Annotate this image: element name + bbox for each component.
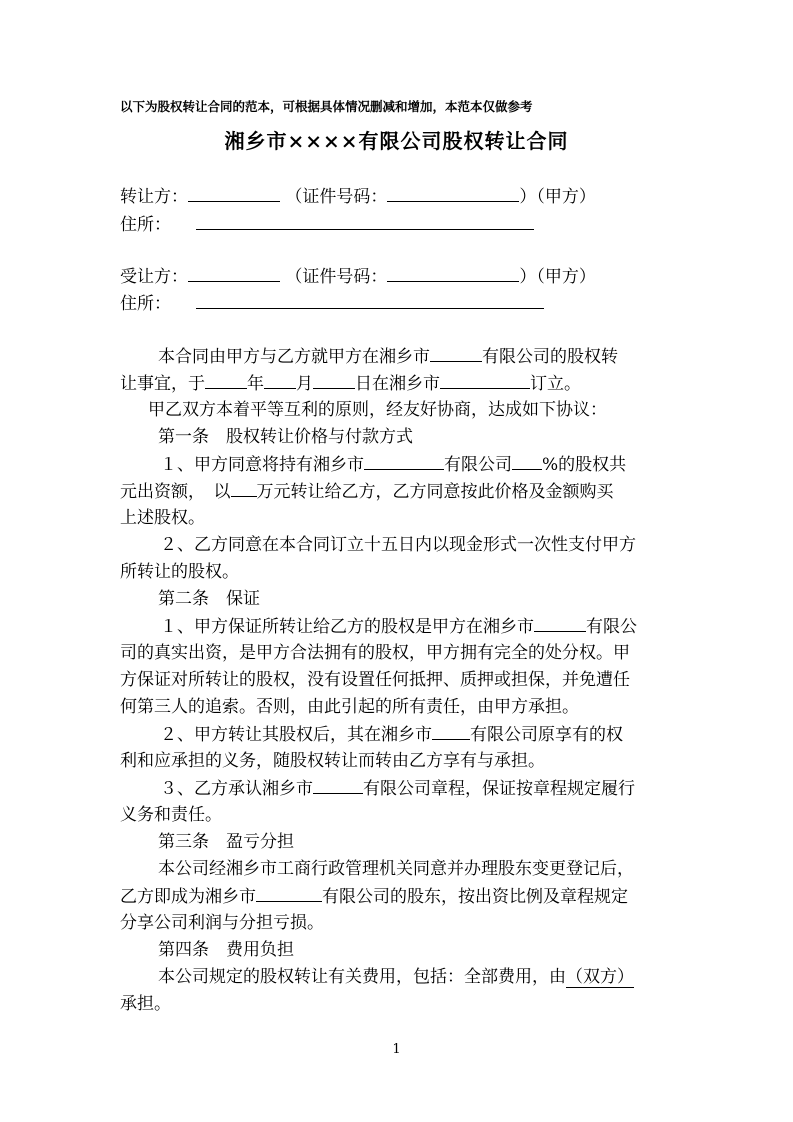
article1-heading: 第一条 股权转让价格与付款方式 [158,427,413,447]
article1-item1-line3: 上述股权。 [120,508,205,528]
page-number: 1 [392,1042,401,1057]
company-blank-2 [364,451,444,470]
a1-text-a: １、甲方同意将持有湘乡市 [160,455,364,475]
article4-line1 [158,964,634,990]
month-label: 月 [296,374,313,394]
day-blank [313,370,355,389]
a3-text-b: 有限公司的股东，按出资比例及章程规定 [322,887,628,907]
para1-line2 [120,370,581,397]
transferor-label: 转让方： [120,187,188,207]
header-note: 以下为股权转让合同的范本，可根据具体情况删减和增加，本范本仅做参考 [120,99,533,114]
transferee-id-label: （证件号码： [285,267,388,287]
transferor-name-blank [188,183,280,202]
a2-text-c: ２、甲方转让其股权后，其在湘乡市 [160,725,432,745]
transferor-id-close: ）（甲方） [519,187,596,207]
transferee-line [120,263,596,290]
para1-text-c: 让事宜，于 [120,374,205,394]
article1-item1-line1 [160,451,626,478]
a2-text-f: 有限公司章程，保证按章程规定履行 [363,779,635,799]
article4-line2: 承担。 [120,994,171,1014]
a3-text-a: 乙方即成为湘乡市 [120,887,256,907]
a4-parties-underlined: （双方） [566,967,634,987]
para1-text-a: 本合同由甲方与乙方就甲方在湘乡市 [158,347,430,367]
article2-item1-line4: 何第三人的追索。否则，由此引起的所有责任，由甲方承担。 [120,697,579,717]
company-blank-6 [256,883,322,902]
a2-text-a: １、甲方保证所转让给乙方的股权是甲方在湘乡市 [160,617,534,637]
a2-text-e: ３、乙方承认湘乡市 [160,779,313,799]
transferor-address-blank [196,211,534,230]
a4-text-a: 本公司规定的股权转让有关费用，包括：全部费用，由 [158,967,566,987]
year-label: 年 [247,374,264,394]
article1-item1-line2 [120,478,614,505]
para1-line1 [158,343,618,370]
article2-item1-line1 [160,613,637,640]
article3-line1: 本公司经湘乡市工商行政管理机关同意并办理股东变更登记后， [158,859,634,879]
transferor-address-label: 住所： [120,215,171,235]
transferee-address-label: 住所： [120,294,171,314]
article3-line2 [120,883,628,910]
article1-item2-line2: 所转让的股权。 [120,562,239,582]
a1-text-e: 万元转让给乙方，乙方同意按此价格及金额购买 [256,482,614,502]
article2-item2-line2: 利和应承担的义务，随股权转让而转由乙方享有与承担。 [120,751,545,771]
percent-blank [512,451,542,470]
company-blank-4 [432,721,470,740]
year-blank [205,370,247,389]
place-blank [440,370,530,389]
a2-text-d: 有限公司原享有的权 [470,725,623,745]
article3-line3: 分享公司利润与分担亏损。 [120,913,324,933]
article2-heading: 第二条 保证 [158,589,260,609]
company-blank-3 [534,613,586,632]
a2-text-b: 有限公 [586,617,637,637]
article1-item2-line1: ２、乙方同意在本合同订立十五日内以现金形式一次性支付甲方 [160,535,636,555]
transferor-address-line [120,211,534,238]
para1-text-f: 日在湘乡市 [355,374,440,394]
para1-text-b: 有限公司的股权转 [482,347,618,367]
transferee-label: 受让方： [120,267,188,287]
transferee-name-blank [188,263,280,282]
transferee-id-blank [387,263,519,282]
article2-item2-line1 [160,721,623,748]
transferor-id-label: （证件号码： [285,187,388,207]
transferor-id-blank [387,183,519,202]
amount-blank [231,478,257,497]
article3-heading: 第三条 盈亏分担 [158,832,294,852]
article2-item3-line2: 义务和责任。 [120,805,222,825]
article2-item1-line2: 司的真实出资，是甲方合法拥有的股权，甲方拥有完全的处分权。甲 [120,643,630,663]
a1-text-d: 元出资额， 以 [120,482,231,502]
para2: 甲乙双方本着平等互利的原则，经友好协商，达成如下协议： [148,400,607,420]
transferee-id-close: ）（甲方） [519,267,596,287]
article4-heading: 第四条 费用负担 [158,940,294,960]
a1-text-c: %的股权共 [542,455,627,475]
article2-item3-line1 [160,775,635,802]
contract-title: 湘乡市××××有限公司股权转让合同 [224,129,569,153]
a1-text-b: 有限公司 [444,455,512,475]
month-blank [264,370,296,389]
para1-text-g: 订立。 [530,374,581,394]
transferee-address-line [120,290,544,317]
article2-item1-line3: 方保证对所转让的股权，没有设置任何抵押、质押或担保，并免遭任 [120,670,630,690]
transferor-line [120,183,596,210]
transferee-address-blank [196,290,544,309]
company-blank-5 [313,775,363,794]
company-blank-1 [430,343,482,362]
